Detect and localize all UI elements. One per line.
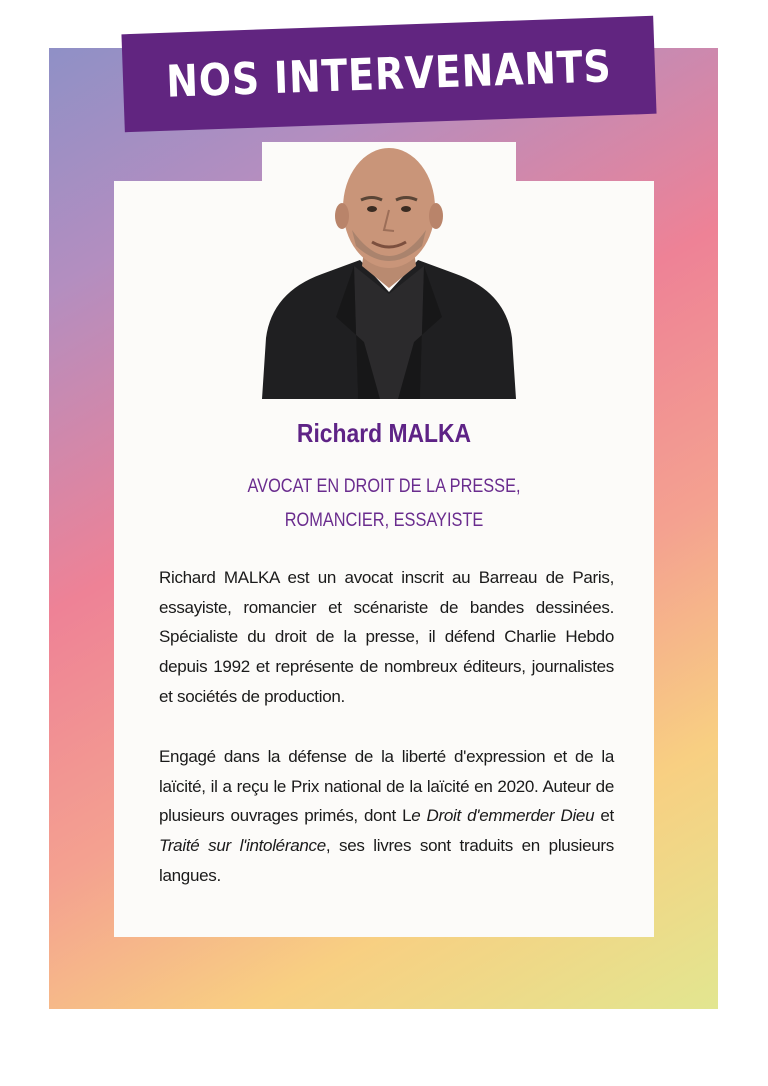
banner-title: NOS INTERVENANTS [165, 40, 613, 108]
bio2-text-part1: Engagé dans la défense de la liberté d'expression et de la laïcité, il a reçu le Prix national de la laïcité en 2020. Auteur de plusieurs ouvrages primés, dont L [159, 747, 614, 826]
title-banner [121, 16, 656, 133]
speaker-name: Richard MALKA [296, 418, 472, 448]
bio2-text-part2: et [594, 806, 614, 826]
speaker-role-line1: AVOCAT EN DROIT DE LA PRESSE, [247, 476, 521, 497]
book-title-2: Traité sur l'intolérance [159, 836, 326, 856]
bio-paragraph-1: Richard MALKA est un avocat inscrit au Barreau de Paris, essayiste, romancier et scénariste de bandes dessinées. Spécialiste du droit de la presse, il défend Charlie Hebdo depuis 1992 et représente de nombreux éditeurs, journalistes et sociétés de production. [159, 568, 614, 706]
speaker-photo [262, 142, 516, 399]
book-title-1: e Droit d'emmerder Dieu [411, 806, 595, 826]
speaker-role-line2: ROMANCIER, ESSAYISTE [284, 510, 484, 531]
bio2-text-part3: , ses livres sont traduits en plusieurs langues. [159, 836, 614, 885]
portrait-illustration [262, 142, 516, 399]
bio-paragraph-2 [159, 742, 614, 891]
